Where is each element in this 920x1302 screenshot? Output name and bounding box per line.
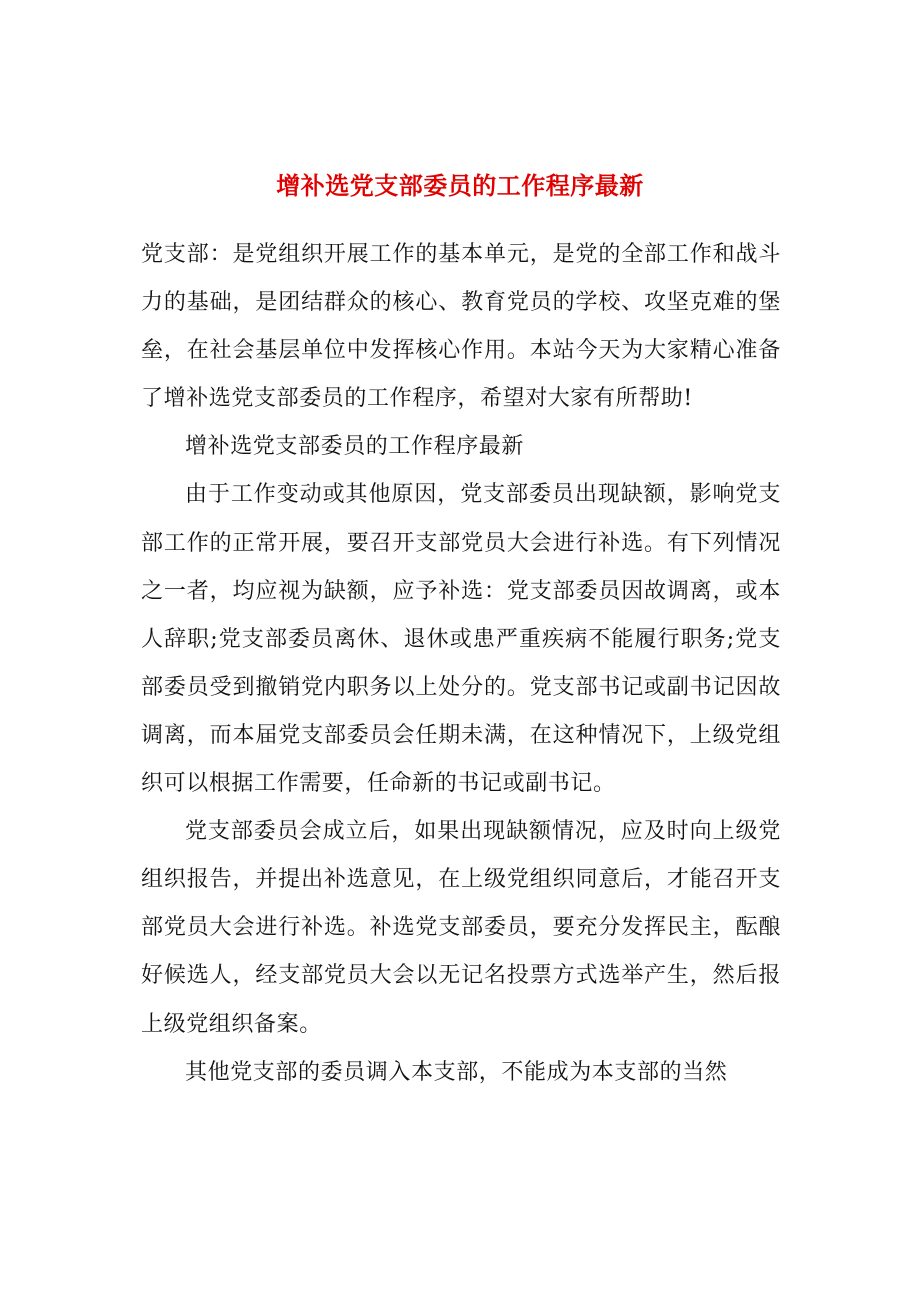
body-paragraph-2: 党支部委员会成立后，如果出现缺额情况，应及时向上级党组织报告，并提出补选意见，在上级党组织同意后，才能召开支部党员大会进行补选。补选党支部委员，要充分发挥民主，酝酿好候选人，经支部党员大会以无记名投票方式选举产生，然后报上级党组织备案。 (141, 819, 781, 1037)
document-title: 增补选党支部委员的工作程序最新 (276, 171, 644, 200)
intro-paragraph: 党支部：是党组织开展工作的基本单元，是党的全部工作和战斗力的基础，是团结群众的核心、教育党员的学校、攻坚克难的堡垒，在社会基层单位中发挥核心作用。本站今天为大家精心准备了增补选党支部委员的工作程序，希望对大家有所帮助! (141, 242, 781, 412)
body-paragraph-1: 由于工作变动或其他原因，党支部委员出现缺额，影响党支部工作的正常开展，要召开支部党员大会进行补选。有下列情况之一者，均应视为缺额，应予补选：党支部委员因故调离，或本人辞职;党支部委员离休、退休或患严重疾病不能履行职务;党支部委员受到撤销党内职务以上处分的。党支部书记或副书记因故调离，而本届党支部委员会任期未满，在这种情况下，上级党组织可以根据工作需要，任命新的书记或副书记。 (141, 482, 781, 797)
subtitle-paragraph: 增补选党支部委员的工作程序最新 (185, 434, 525, 460)
body-paragraph-3: 其他党支部的委员调入本支部，不能成为本支部的当然 (185, 1059, 728, 1085)
document-body (141, 231, 781, 1097)
